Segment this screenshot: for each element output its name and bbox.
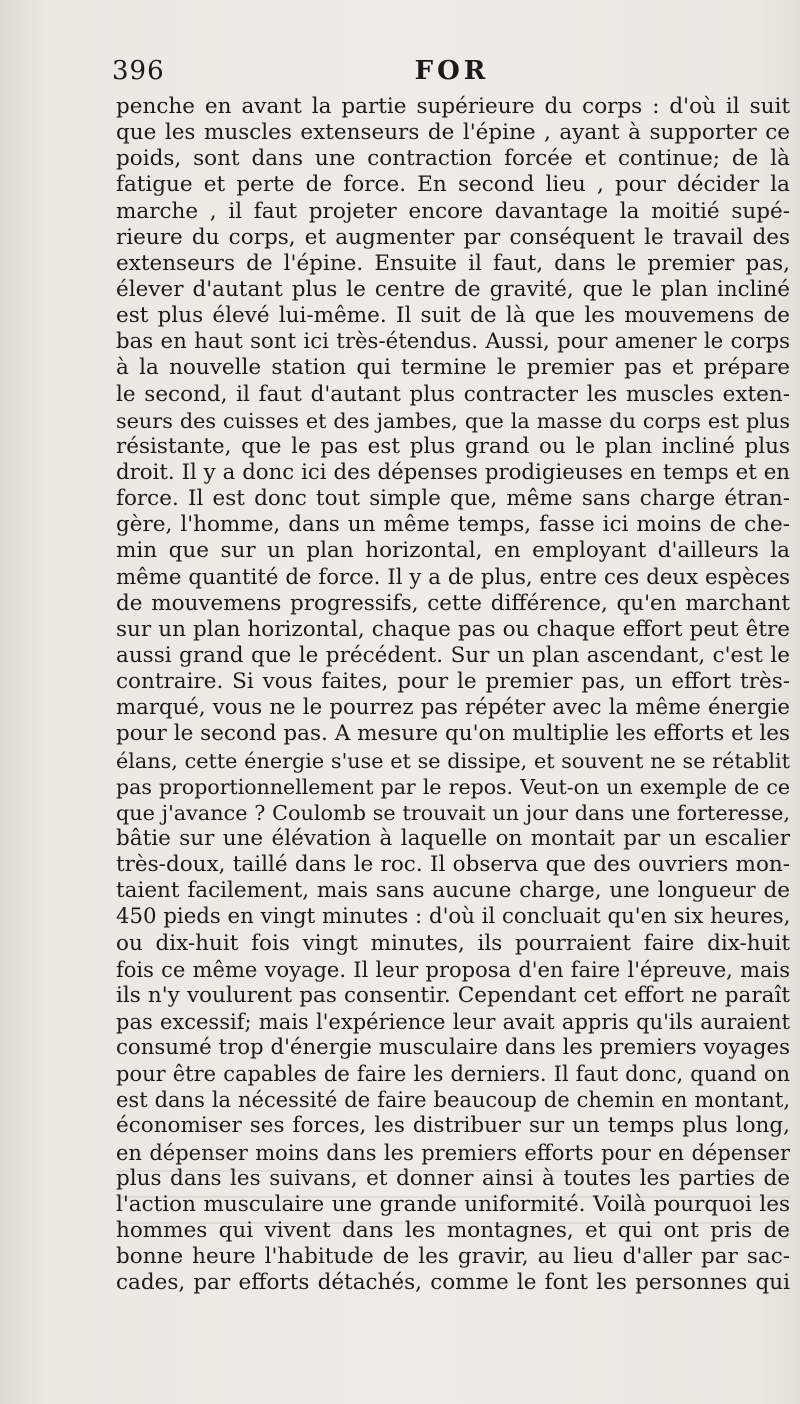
text-line: est dans la nécessité de faire beaucoup de chemin en montant, — [116, 1088, 790, 1113]
text-line: bâtie sur une élévation à laquelle on montait par un escalier — [116, 825, 790, 851]
text-line: taient facilement, mais sans aucune charge, une longueur de — [116, 878, 790, 904]
text-line: consumé trop d'énergie musculaire dans les premiers voyages — [116, 1035, 790, 1061]
text-line: en dépenser moins dans les premiers efforts pour en dépenser — [116, 1140, 790, 1165]
text-line: cades, par efforts détachés, comme le font les personnes qui — [116, 1270, 790, 1296]
running-head: FOR — [414, 56, 490, 86]
text-line: bonne heure l'habitude de les gravir, au lieu d'aller par sac- — [116, 1244, 790, 1270]
text-line: que les muscles extenseurs de l'épine , ayant à supporter ce — [116, 120, 790, 146]
text-line: aussi grand que le précédent. Sur un plan ascendant, c'est le — [116, 642, 790, 668]
text-line: de mouvemens progressifs, cette différence, qu'en marchant — [116, 590, 790, 616]
text-line: même quantité de force. Il y a de plus, entre ces deux espèces — [116, 564, 790, 590]
text-line: le second, il faut d'autant plus contracter les muscles exten- — [116, 381, 790, 407]
text-line: ils n'y voulurent pas consentir. Cependant cet effort ne paraît — [116, 982, 790, 1008]
text-line: est plus élevé lui-même. Il suit de là que les mouvemens de — [116, 303, 790, 329]
text-line: plus dans les suivans, et donner ainsi à toutes les parties de — [116, 1165, 790, 1191]
text-line: rieure du corps, et augmenter par conséquent le travail des — [116, 224, 790, 250]
text-line: bas en haut sont ici très-étendus. Aussi, pour amener le corps — [116, 329, 790, 355]
text-line: pas proportionnellement par le repos. Veut-on un exemple de ce — [116, 774, 790, 799]
text-line: marqué, vous ne le pourrez pas répéter avec la même énergie — [116, 695, 790, 721]
text-line: poids, sont dans une contraction forcée et continue; de là — [116, 146, 790, 172]
text-line: min que sur un plan horizontal, en employant d'ailleurs la — [116, 538, 790, 564]
text-line: très-doux, taillé dans le roc. Il observa que des ouvriers mon- — [116, 852, 790, 878]
text-line: 450 pieds en vingt minutes : d'où il concluait qu'en six heures, — [116, 904, 790, 930]
text-line: seurs des cuisses et des jambes, que la masse du corps est plus — [116, 408, 790, 433]
text-line: élans, cette énergie s'use et se dissipe, et souvent ne se rétablit — [116, 748, 790, 773]
text-line: marche , il faut projeter encore davantage la moitié supé- — [116, 198, 790, 224]
text-line: élever d'autant plus le centre de gravité, que le plan incliné — [116, 276, 790, 302]
text-line: hommes qui vivent dans les montagnes, et qui ont pris de — [116, 1218, 790, 1244]
text-line: ou dix-huit fois vingt minutes, ils pourraient faire dix-huit — [116, 930, 790, 956]
text-line: penche en avant la partie supérieure du corps : d'où il suit — [116, 94, 790, 119]
text-line: l'action musculaire une grande uniformité. Voilà pourquoi les — [116, 1191, 790, 1217]
text-line: gère, l'homme, dans un même temps, fasse ici moins de che- — [116, 512, 790, 538]
text-line: pour être capables de faire les derniers. Il faut donc, quand on — [116, 1062, 790, 1087]
text-line: que j'avance ? Coulomb se trouvait un jour dans une forteresse, — [116, 800, 790, 825]
text-line: contraire. Si vous faites, pour le premier pas, un effort très- — [116, 669, 790, 695]
text-line: force. Il est donc tout simple que, même sans charge étran- — [116, 486, 790, 512]
text-line: économiser ses forces, les distribuer sur un temps plus long, — [116, 1113, 790, 1139]
body-text — [116, 94, 790, 1296]
text-line: pour le second pas. A mesure qu'on multiplie les efforts et les — [116, 721, 790, 747]
text-line: résistante, que le pas est plus grand ou le plan incliné plus — [116, 433, 790, 459]
text-line: sur un plan horizontal, chaque pas ou chaque effort peut être — [116, 616, 790, 642]
page-number: 396 — [112, 56, 165, 86]
text-line: droit. Il y a donc ici des dépenses prodigieuses en temps et en — [116, 459, 790, 485]
text-line: fatigue et perte de force. En second lieu , pour décider la — [116, 172, 790, 198]
text-line: pas excessif; mais l'expérience leur avait appris qu'ils auraient — [116, 1009, 790, 1034]
page-header — [112, 56, 792, 92]
text-line: fois ce même voyage. Il leur proposa d'en faire l'épreuve, mais — [116, 957, 790, 982]
text-line: à la nouvelle station qui termine le premier pas et prépare — [116, 355, 790, 381]
text-line: extenseurs de l'épine. Ensuite il faut, dans le premier pas, — [116, 250, 790, 276]
